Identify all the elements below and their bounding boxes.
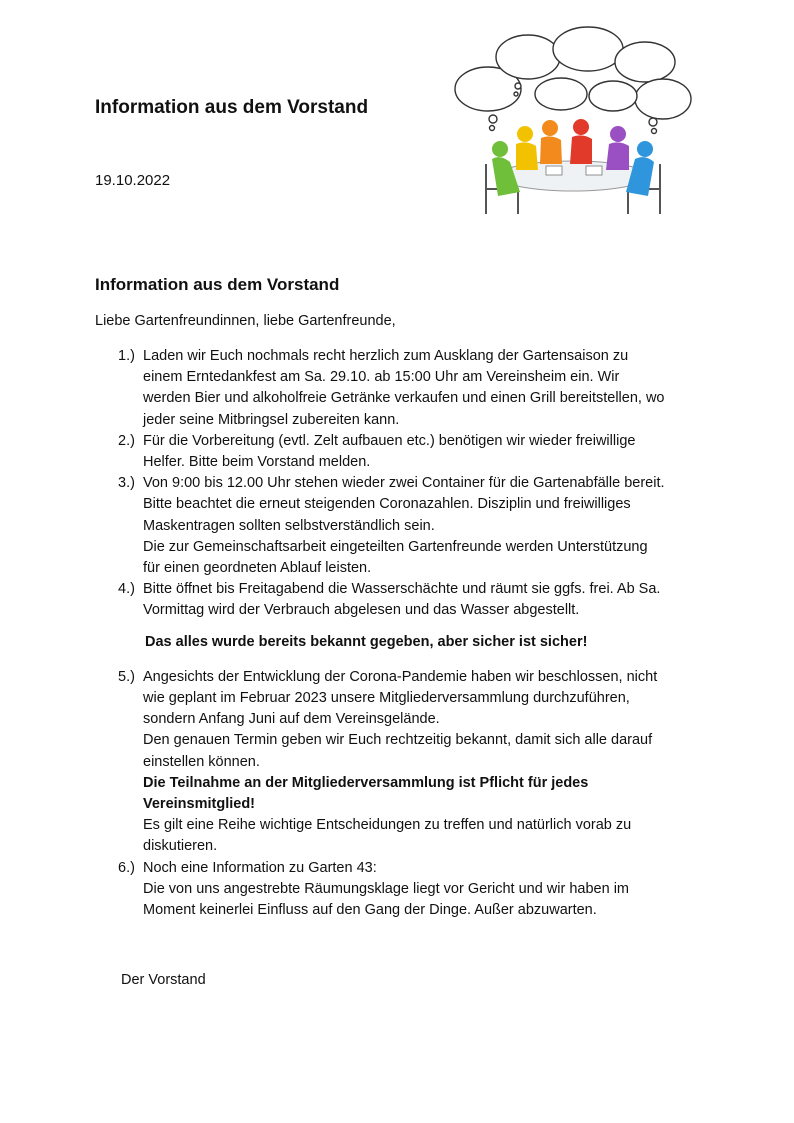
item-text-line: Von 9:00 bis 12.00 Uhr stehen wieder zwei Container für die Gartenabfälle bereit. (143, 475, 665, 492)
item-text-line: Bitte beachtet die erneut steigenden Coronazahlen. Disziplin und freiwilliges (143, 496, 631, 513)
document-date: 19.10.2022 (95, 172, 171, 189)
list-item-3 (118, 473, 728, 579)
list-item-5 (118, 667, 728, 858)
item-text-line: Für die Vorbereitung (evtl. Zelt aufbauen etc.) benötigen wir wieder freiwillige (143, 432, 636, 449)
item-number: 2.) (118, 432, 135, 449)
item-text-line: sondern Anfang Juni auf dem Vereinsgelände. (143, 711, 440, 728)
list-item-1 (118, 346, 728, 431)
list-item-4 (118, 579, 728, 621)
item-text-line: Es gilt eine Reihe wichtige Entscheidungen zu treffen und natürlich vorab zu (143, 817, 632, 834)
notice-text: Das alles wurde bereits bekannt gegeben, aber sicher ist sicher! (145, 633, 588, 650)
item-bold-line: Die Teilnahme an der Mitgliederversammlung ist Pflicht für jedes (143, 774, 589, 791)
list-item-6 (118, 858, 728, 922)
item-bold-line: Vereinsmitglied! (143, 796, 256, 813)
item-text-line: Den genauen Termin geben wir Euch rechtzeitig bekannt, damit sich alle darauf (143, 732, 653, 749)
item-text-line: für einen geordneten Ablauf leisten. (143, 560, 372, 577)
item-text-line: Noch eine Information zu Garten 43: (143, 859, 377, 876)
item-text-line: Die zur Gemeinschaftsarbeit eingeteilten Gartenfreunde werden Unterstützung (143, 538, 648, 555)
item-text-line: jeder seine Mitbringsel zubereiten kann. (143, 411, 400, 428)
item-text-line: Vormittag wird der Verbrauch abgelesen und das Wasser abgestellt. (143, 602, 580, 619)
item-text-line: Bitte öffnet bis Freitagabend die Wasserschächte und räumt sie ggfs. frei. Ab Sa. (143, 581, 661, 598)
item-text-line: diskutieren. (143, 838, 218, 855)
item-text-line: Angesichts der Entwicklung der Corona-Pandemie haben wir beschlossen, nicht (143, 668, 658, 685)
list-item-2 (118, 431, 728, 473)
signature: Der Vorstand (121, 972, 206, 988)
item-text-line: wie geplant im Februar 2023 unsere Mitgliederversammlung durchzuführen, (143, 690, 630, 707)
item-number: 3.) (118, 475, 135, 492)
item-number: 6.) (118, 859, 135, 876)
item-text-line: Laden wir Euch nochmals recht herzlich zum Ausklang der Gartensaison zu (143, 348, 629, 364)
item-text-line: Moment keinerlei Einfluss auf den Gang der Dinge. Außer abzuwarten. (143, 902, 597, 919)
greeting: Liebe Gartenfreundinnen, liebe Gartenfreunde, (95, 313, 396, 329)
item-text-line: einstellen können. (143, 753, 260, 770)
item-text-line: Die von uns angestrebte Räumungsklage liegt vor Gericht und wir haben im (143, 880, 630, 897)
section-title: Information aus dem Vorstand (95, 275, 340, 294)
item-number: 4.) (118, 581, 135, 598)
page-title: Information aus dem Vorstand (95, 97, 369, 118)
item-number: 5.) (118, 668, 135, 685)
meeting-people-thought-bubbles-icon (448, 24, 698, 224)
information-list (118, 346, 728, 921)
item-text-line: Helfer. Bitte beim Vorstand melden. (143, 454, 371, 471)
item-number: 1.) (118, 348, 135, 364)
item-text-line: einem Erntedankfest am Sa. 29.10. ab 15:00 Uhr am Vereinsheim ein. Wir (143, 369, 620, 386)
item-text-line: Maskentragen sollten selbstverständlich sein. (143, 517, 435, 534)
item-text-line: werden Bier und alkoholfreie Getränke verkaufen und einen Grill bereitstellen, wo (143, 390, 665, 407)
